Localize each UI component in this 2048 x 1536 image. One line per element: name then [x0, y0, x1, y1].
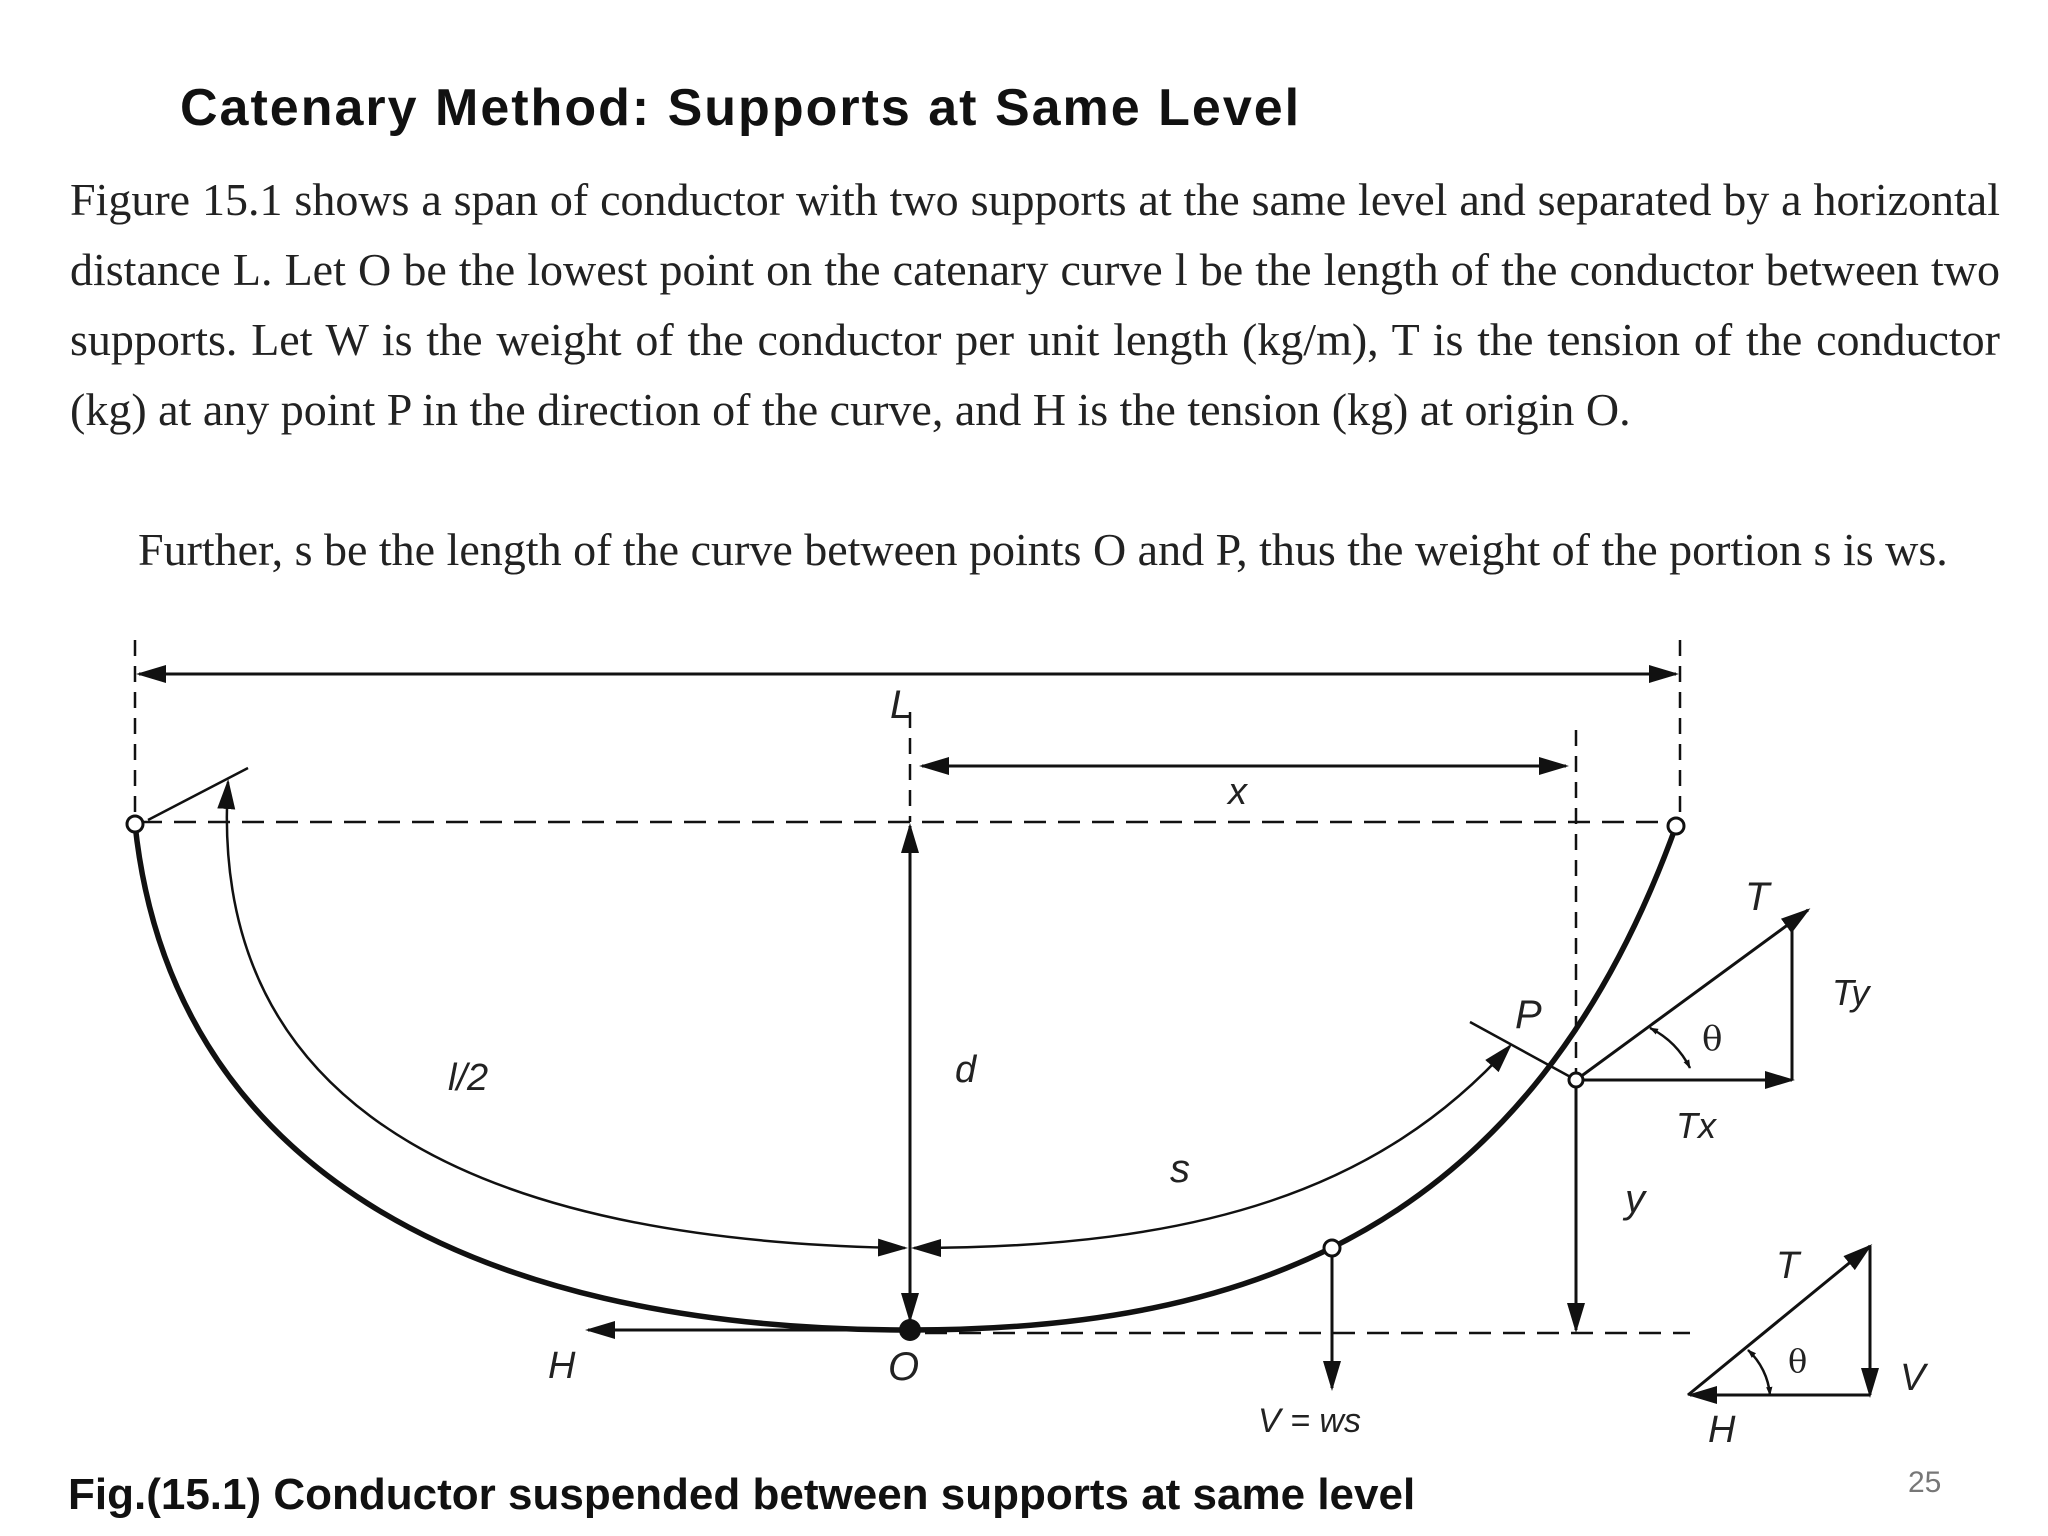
right-support-point	[1668, 818, 1684, 834]
paragraph-further: Further, s be the length of the curve between points O and P, thus the weight of the portion s is ws.	[138, 524, 1948, 575]
theta-arc-p	[1650, 1028, 1690, 1068]
label-p: P	[1515, 993, 1542, 1037]
label-h: H	[548, 1345, 576, 1387]
label-triangle-theta: θ	[1788, 1342, 1808, 1380]
label-theta-p: θ	[1702, 1019, 1723, 1059]
label-d: d	[955, 1049, 977, 1091]
figure-caption: Fig.(15.1) Conductor suspended between supports at same level	[68, 1470, 1416, 1519]
label-triangle-v: V	[1900, 1357, 1926, 1399]
theta-arc-triangle	[1748, 1350, 1770, 1395]
label-triangle-h: H	[1708, 1409, 1736, 1451]
label-s: s	[1170, 1147, 1190, 1191]
slide-title: Catenary Method: Supports at Same Level	[180, 79, 1302, 137]
paragraph-intro: Figure 15.1 shows a span of conductor with two supports at the same level and separated by a horizontal distance L. Let O be the lowest point on the catenary curve l be the length of the conductor between two supports. Let W is the weight of the conductor per unit length (kg/m), T is the tension of the conductor (kg) at any point P in the direction of the curve, and H is the tension (kg) at origin O.	[70, 174, 2000, 435]
conductor-curve	[135, 824, 1676, 1330]
label-half-length: l/2	[448, 1057, 489, 1099]
label-tx: Tx	[1676, 1105, 1716, 1146]
label-o: O	[888, 1345, 920, 1389]
slide-number: 25	[1908, 1466, 1942, 1499]
label-v-ws: V = ws	[1258, 1402, 1361, 1440]
label-span-l: L	[890, 683, 913, 727]
point-p	[1569, 1073, 1583, 1087]
lowest-point-o	[899, 1319, 921, 1341]
tension-t-vector	[1576, 910, 1808, 1080]
label-y: y	[1625, 1177, 1645, 1221]
weight-center-point	[1324, 1240, 1340, 1256]
s-arc	[914, 1046, 1510, 1248]
label-ty: Ty	[1832, 972, 1870, 1013]
label-x: x	[1228, 771, 1247, 813]
label-t: T	[1745, 875, 1770, 919]
label-triangle-t: T	[1776, 1245, 1800, 1287]
left-tick	[148, 768, 248, 820]
left-support-point	[127, 816, 143, 832]
